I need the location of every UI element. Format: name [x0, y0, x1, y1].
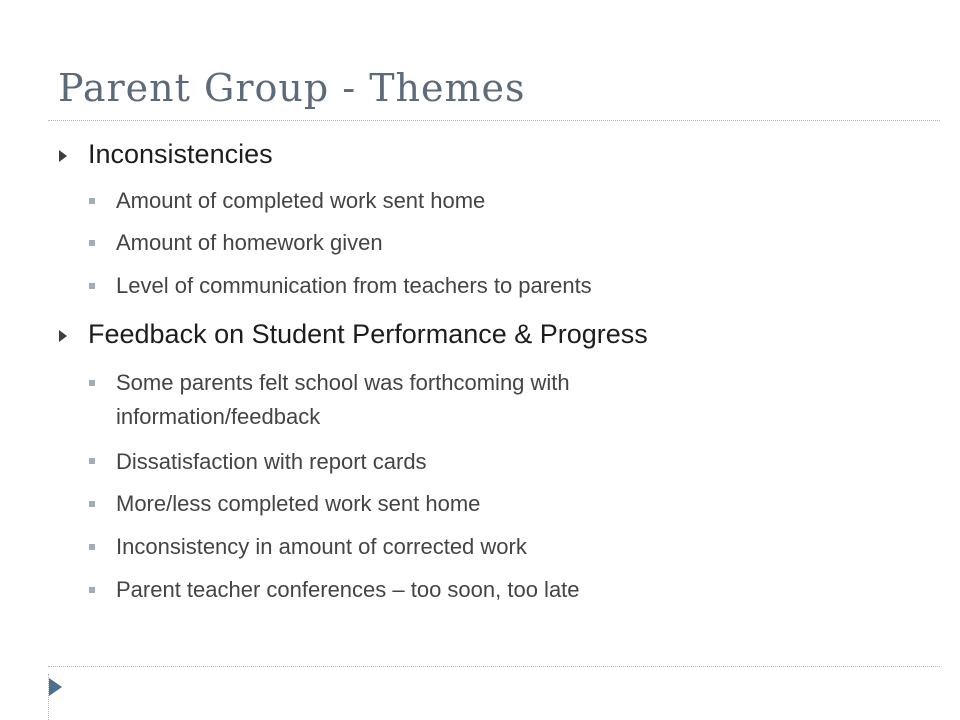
square-bullet-icon — [89, 458, 95, 464]
square-bullet-icon — [89, 587, 95, 593]
square-bullet-icon — [89, 198, 95, 204]
list-item: Some parents felt school was forthcoming with information/feedback — [116, 370, 570, 429]
section-heading: Inconsistencies — [88, 139, 273, 169]
list-item: Level of communication from teachers to parents — [116, 273, 592, 298]
list-item: Inconsistency in amount of corrected work — [116, 534, 527, 559]
square-bullet-icon — [89, 283, 95, 289]
section-heading: Feedback on Student Performance & Progress — [88, 319, 648, 349]
triangle-bullet-icon — [59, 330, 67, 342]
list-item: Parent teacher conferences – too soon, too late — [116, 577, 580, 602]
slide-title: Parent Group - Themes — [58, 66, 526, 110]
list-item: More/less completed work sent home — [116, 491, 481, 516]
list-item: Amount of completed work sent home — [116, 188, 486, 213]
list-item: Amount of homework given — [116, 230, 383, 255]
list-item: Dissatisfaction with report cards — [116, 449, 427, 474]
square-bullet-icon — [89, 240, 95, 246]
square-bullet-icon — [89, 544, 95, 550]
square-bullet-icon — [89, 380, 95, 386]
triangle-bullet-icon — [59, 150, 67, 162]
square-bullet-icon — [89, 501, 95, 507]
